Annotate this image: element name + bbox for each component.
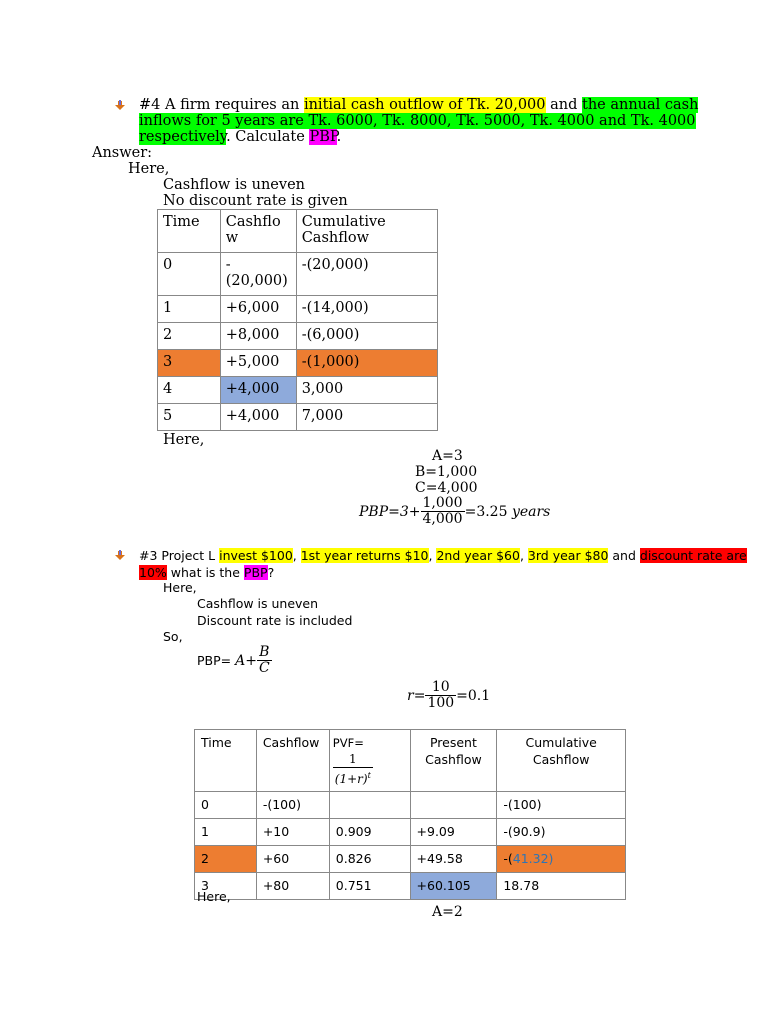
answer-label: Answer: (92, 145, 153, 161)
pbp-formula-denominator: C (258, 660, 270, 676)
q3-highlight-discount: 10% (139, 565, 167, 580)
q3-text: , (519, 548, 528, 563)
cell-present-cashflow: +9.09 (410, 819, 497, 846)
q4-highlight-outflow: initial cash outflow of Tk. 20,000 (303, 97, 546, 113)
cell-pvf (329, 792, 410, 819)
cell-time: 5 (158, 404, 221, 431)
table-row-highlight (195, 846, 626, 873)
pvf-fraction (333, 752, 373, 787)
pbp-fraction (421, 496, 465, 527)
cell-cashflow: +8,000 (220, 323, 296, 350)
cell-cumulative: -(100) (497, 792, 626, 819)
q3-text: , (428, 548, 437, 563)
note-uneven: Cashflow is uneven (197, 596, 319, 611)
table-row (195, 792, 626, 819)
header-cashflow: Cashflow (256, 730, 329, 792)
formula-a2: A=2 (432, 904, 463, 920)
table-header-row (158, 210, 438, 253)
pvf-label: PVF= (332, 736, 364, 750)
header-pc-line1: Present (429, 735, 477, 750)
cell-present-cashflow (410, 792, 497, 819)
cell-time: 1 (158, 296, 221, 323)
cell-cumulative: -(14,000) (296, 296, 437, 323)
formula-b: B=1,000 (415, 464, 478, 480)
cell-cumulative: 7,000 (296, 404, 437, 431)
cell-cumulative: 18.78 (497, 873, 626, 900)
so-label: So, (163, 629, 183, 644)
here-label: Here, (128, 161, 170, 177)
pbp-formula-numerator: B (257, 645, 272, 661)
q3-highlight-invest: invest $100 (219, 548, 293, 563)
r-fraction (425, 680, 456, 711)
pbp-formula-fraction (257, 645, 272, 676)
cell-pvf: 0.826 (329, 846, 410, 873)
pvf-denominator-base: (1+r) (334, 772, 368, 786)
pbp-lhs: PBP=3+ (359, 503, 421, 520)
cell-cashflow: +60 (256, 846, 329, 873)
r-formula (407, 680, 490, 711)
q3-text: Project L (157, 548, 220, 563)
table-row (158, 253, 438, 296)
cell-pvf: 0.909 (329, 819, 410, 846)
q3-highlight-year2: 2nd year $60 (436, 548, 520, 563)
cell-cashflow: +4,000 (220, 404, 296, 431)
pvf-exponent: t (367, 771, 371, 780)
table-row (158, 377, 438, 404)
cell-cashflow: +80 (256, 873, 329, 900)
table-row-highlight (158, 350, 438, 377)
r-lhs: r= (407, 687, 426, 704)
pbp-denominator: 4,000 (422, 511, 463, 527)
table-row (195, 819, 626, 846)
cell-time: 0 (158, 253, 221, 296)
cell-pvf: 0.751 (329, 873, 410, 900)
note-uneven: Cashflow is uneven (163, 177, 305, 193)
q3-highlight-pbp: PBP (243, 565, 268, 580)
r-numerator: 10 (425, 680, 456, 696)
here-label: Here, (163, 432, 205, 448)
bullet-arrow-icon (114, 549, 126, 561)
question-4 (139, 97, 699, 145)
cell-cashflow: -(100) (256, 792, 329, 819)
formula-c: C=4,000 (415, 480, 478, 496)
q3-text: ? (267, 565, 275, 580)
cell-cashflow: +5,000 (220, 350, 296, 377)
cell-cashflow: +4,000 (220, 377, 296, 404)
q4-highlight-inflows: the annual cash (582, 97, 699, 113)
header-pvf (329, 730, 410, 792)
note-no-discount: No discount rate is given (163, 193, 348, 209)
cell-present-cashflow: +60.105 (410, 873, 497, 900)
table-header-row (195, 730, 626, 792)
table-row (158, 296, 438, 323)
bullet-arrow-icon (114, 99, 126, 111)
q3-highlight-year3: 3rd year $80 (527, 548, 609, 563)
r-result: =0.1 (456, 687, 491, 704)
cell-cumulative: -(20,000) (296, 253, 437, 296)
header-cum-line1: Cumulative (525, 735, 597, 750)
header-cum-line2: Cashflow (532, 752, 590, 767)
cell-present-cashflow: +49.58 (410, 846, 497, 873)
cell-cashflow-line2: (20,000) (225, 273, 288, 289)
cell-cumulative: -(1,000) (296, 350, 437, 377)
cell-time: 1 (195, 819, 257, 846)
header-cashflow-line1: Cashflo (225, 214, 281, 230)
q4-highlight-inflows: inflows for 5 years are Tk. 6000, Tk. 8000, Tk. 5000, Tk. 4000 and Tk. 4000 (139, 113, 696, 129)
q4-highlight-inflows: respectively (139, 129, 227, 145)
cell-cashflow (220, 253, 296, 296)
q3-highlight-discount: discount rate are (639, 548, 747, 563)
header-cumulative-line1: Cumulative (301, 214, 386, 230)
note-discount: Discount rate is included (197, 613, 353, 628)
q4-text: A firm requires an (160, 97, 304, 113)
q3-number: #3 (139, 548, 158, 563)
q4-number: #4 (139, 97, 161, 113)
cell-time: 2 (195, 846, 257, 873)
r-denominator: 100 (427, 695, 455, 711)
q4-text: . (336, 129, 342, 145)
here-label: Here, (163, 580, 197, 595)
question-3 (139, 547, 747, 581)
cell-cumulative-prefix: -( (503, 851, 513, 866)
cashflow-table-1 (157, 209, 438, 431)
cell-time: 3 (195, 873, 257, 900)
table-row (195, 873, 626, 900)
pvf-denominator (333, 768, 373, 787)
cell-time: 0 (195, 792, 257, 819)
pbp-formula-label: PBP= (197, 653, 232, 668)
header-cumulative (296, 210, 437, 253)
table-row (158, 404, 438, 431)
cell-cumulative: 3,000 (296, 377, 437, 404)
cell-cumulative-value: 41.32) (512, 851, 554, 866)
formula-pbp (359, 496, 550, 527)
q3-text: what is the (166, 565, 244, 580)
cell-time: 2 (158, 323, 221, 350)
header-cashflow (220, 210, 296, 253)
header-present-cashflow (410, 730, 497, 792)
header-pc-line2: Cashflow (425, 752, 482, 767)
pvf-numerator: 1 (333, 752, 373, 768)
q4-highlight-pbp: PBP (309, 129, 337, 145)
table-row (158, 323, 438, 350)
pbp-unit: years (511, 503, 551, 520)
q4-text: . Calculate (226, 129, 310, 145)
cell-time: 3 (158, 350, 221, 377)
cell-cumulative: -(90.9) (497, 819, 626, 846)
here-label: Here, (197, 889, 231, 904)
header-time: Time (158, 210, 221, 253)
cell-cumulative (497, 846, 626, 873)
cell-cumulative: -(6,000) (296, 323, 437, 350)
q3-text: and (608, 548, 640, 563)
q3-highlight-year1: 1st year returns $10 (300, 548, 429, 563)
cashflow-table-2 (194, 729, 626, 900)
cell-cashflow-line1: - (225, 257, 231, 273)
header-cumulative-line2: Cashflow (301, 230, 370, 246)
cell-time: 4 (158, 377, 221, 404)
cell-cashflow: +10 (256, 819, 329, 846)
header-time: Time (195, 730, 257, 792)
formula-a: A=3 (432, 448, 463, 464)
header-cashflow-line2: w (225, 230, 239, 246)
cell-cashflow: +6,000 (220, 296, 296, 323)
q3-text: , (292, 548, 301, 563)
pbp-numerator: 1,000 (422, 495, 463, 511)
header-cumulative (497, 730, 626, 792)
pbp-result: =3.25 (464, 503, 508, 520)
pbp-formula (197, 645, 272, 676)
q4-text: and (545, 97, 582, 113)
pbp-formula-a: A+ (235, 652, 257, 669)
